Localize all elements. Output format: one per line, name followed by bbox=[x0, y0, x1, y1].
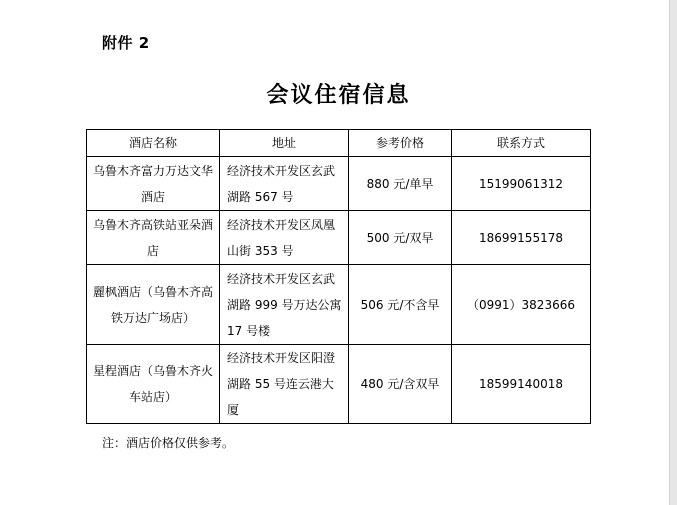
hotel-name: 麗枫酒店（乌鲁木齐高铁万达广场店） bbox=[87, 265, 220, 345]
table-row bbox=[87, 211, 591, 265]
hotel-price: 880 元/单早 bbox=[349, 157, 452, 211]
hotel-address: 经济技术开发区玄武湖路 999 号万达公寓17 号楼 bbox=[220, 265, 349, 345]
table-header-row bbox=[87, 130, 591, 157]
hotel-contact: 18599140018 bbox=[452, 345, 591, 424]
page-title: 会议住宿信息 bbox=[266, 83, 411, 108]
vertical-scrollbar[interactable] bbox=[669, 0, 677, 505]
hotel-contact: 15199061312 bbox=[452, 157, 591, 211]
hotel-name: 乌鲁木齐高铁站亚朵酒店 bbox=[87, 211, 220, 265]
hotel-price: 506 元/不含早 bbox=[349, 265, 452, 345]
hotel-name: 乌鲁木齐富力万达文华酒店 bbox=[87, 157, 220, 211]
table-row bbox=[87, 345, 591, 424]
header-address: 地址 bbox=[220, 130, 349, 157]
hotel-contact: （0991）3823666 bbox=[452, 265, 591, 345]
hotel-table bbox=[86, 129, 591, 424]
hotel-address: 经济技术开发区凤凰山街 353 号 bbox=[220, 211, 349, 265]
header-contact: 联系方式 bbox=[452, 130, 591, 157]
hotel-name: 星程酒店（乌鲁木齐火车站店） bbox=[87, 345, 220, 424]
header-price: 参考价格 bbox=[349, 130, 452, 157]
hotel-address: 经济技术开发区阳澄湖路 55 号连云港大厦 bbox=[220, 345, 349, 424]
hotel-contact: 18699155178 bbox=[452, 211, 591, 265]
table-row bbox=[87, 265, 591, 345]
header-hotel-name: 酒店名称 bbox=[87, 130, 220, 157]
hotel-price: 480 元/含双早 bbox=[349, 345, 452, 424]
attachment-label: 附件 2 bbox=[102, 34, 150, 52]
hotel-address: 经济技术开发区玄武湖路 567 号 bbox=[220, 157, 349, 211]
price-note: 注：酒店价格仅供参考。 bbox=[102, 436, 235, 450]
hotel-price: 500 元/双早 bbox=[349, 211, 452, 265]
table-row bbox=[87, 157, 591, 211]
